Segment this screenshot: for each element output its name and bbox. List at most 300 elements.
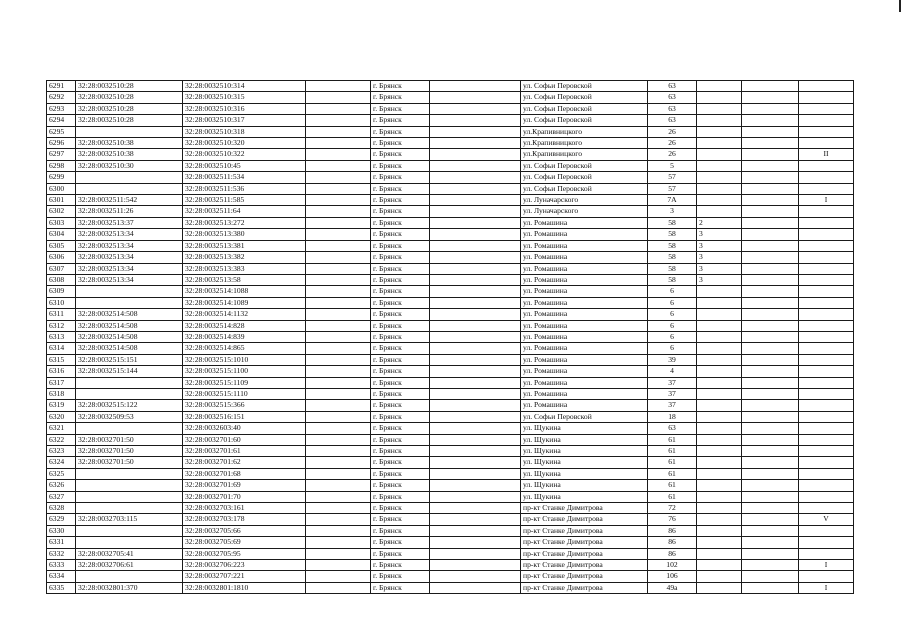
table-row [47, 343, 854, 354]
cell-mark [799, 388, 854, 399]
cell-mark: I [799, 582, 854, 593]
cell-empty [306, 195, 371, 206]
cell-apartment: 3 [697, 240, 742, 251]
cell-empty [306, 297, 371, 308]
table-row [47, 411, 854, 422]
cell-parent-cadastral [76, 286, 183, 297]
cell-house: 61 [648, 480, 697, 491]
cell-house: 58 [648, 274, 697, 285]
cell-street: ул. Щукина [521, 457, 648, 468]
table-row [47, 366, 854, 377]
cell-house: 26 [648, 126, 697, 137]
cell-house: 37 [648, 388, 697, 399]
cell-cadastral-number: 32:28:0032513:383 [183, 263, 306, 274]
cell-row-number: 6318 [47, 388, 76, 399]
cell-empty [430, 263, 521, 274]
cell-cadastral-number: 32:28:0032701:60 [183, 434, 306, 445]
cell-apartment [697, 548, 742, 559]
cell-house: 61 [648, 446, 697, 457]
cell-apartment [697, 320, 742, 331]
cell-city: г. Брянск [371, 183, 430, 194]
cell-mark [799, 274, 854, 285]
cell-cadastral-number: 32:28:0032705:66 [183, 525, 306, 536]
cell-row-number: 6305 [47, 240, 76, 251]
cell-street: пр-кт Станке Димитрова [521, 571, 648, 582]
table-row [47, 126, 854, 137]
cell-empty [742, 400, 799, 411]
table-row [47, 400, 854, 411]
cell-house: 63 [648, 423, 697, 434]
cell-house: 106 [648, 571, 697, 582]
cell-apartment [697, 183, 742, 194]
cell-cadastral-number: 32:28:0032801:1810 [183, 582, 306, 593]
cell-street: ул. Ромашина [521, 377, 648, 388]
cell-street: пр-кт Станке Димитрова [521, 514, 648, 525]
cell-mark [799, 206, 854, 217]
cell-house: 26 [648, 149, 697, 160]
cell-empty [742, 160, 799, 171]
cell-empty [306, 434, 371, 445]
cell-parent-cadastral: 32:28:0032510:28 [76, 115, 183, 126]
cell-row-number: 6298 [47, 160, 76, 171]
cell-empty [430, 92, 521, 103]
cell-city: г. Брянск [371, 217, 430, 228]
cell-empty [306, 446, 371, 457]
cell-cadastral-number: 32:28:0032701:70 [183, 491, 306, 502]
cell-mark [799, 457, 854, 468]
cell-house: 26 [648, 138, 697, 149]
cell-empty [306, 457, 371, 468]
cell-house: 61 [648, 434, 697, 445]
cell-mark [799, 92, 854, 103]
cell-apartment [697, 503, 742, 514]
cell-city: г. Брянск [371, 354, 430, 365]
cell-parent-cadastral [76, 377, 183, 388]
cell-empty [306, 206, 371, 217]
cell-street: ул.Крапивницкого [521, 149, 648, 160]
cell-house: 63 [648, 115, 697, 126]
cell-empty [742, 286, 799, 297]
cell-cadastral-number: 32:28:0032516:151 [183, 411, 306, 422]
cell-house: 5 [648, 160, 697, 171]
cell-empty [306, 92, 371, 103]
cell-empty [742, 309, 799, 320]
cell-street: ул. Ромашина [521, 297, 648, 308]
cell-city: г. Брянск [371, 331, 430, 342]
cell-apartment [697, 582, 742, 593]
cell-mark [799, 366, 854, 377]
cell-apartment [697, 571, 742, 582]
cell-street: ул. Ромашина [521, 331, 648, 342]
cell-row-number: 6324 [47, 457, 76, 468]
cell-empty [430, 514, 521, 525]
cell-empty [306, 468, 371, 479]
cell-city: г. Брянск [371, 446, 430, 457]
cell-mark [799, 217, 854, 228]
cell-street: ул. Софьи Перовской [521, 172, 648, 183]
cell-empty [430, 343, 521, 354]
cell-empty [742, 457, 799, 468]
cell-empty [742, 446, 799, 457]
cell-empty [430, 160, 521, 171]
cell-cadastral-number: 32:28:0032701:62 [183, 457, 306, 468]
cell-empty [742, 115, 799, 126]
cell-house: 6 [648, 286, 697, 297]
cell-parent-cadastral: 32:28:0032510:28 [76, 103, 183, 114]
cell-mark [799, 320, 854, 331]
table-row [47, 388, 854, 399]
cell-house: 6 [648, 309, 697, 320]
cell-parent-cadastral [76, 571, 183, 582]
cell-mark [799, 286, 854, 297]
cell-parent-cadastral [76, 503, 183, 514]
cell-street: ул. Софьи Перовской [521, 160, 648, 171]
cell-empty [742, 537, 799, 548]
table-row [47, 160, 854, 171]
table-row [47, 480, 854, 491]
cell-cadastral-number: 32:28:0032703:161 [183, 503, 306, 514]
cell-mark [799, 354, 854, 365]
cell-row-number: 6312 [47, 320, 76, 331]
cell-apartment [697, 377, 742, 388]
cell-parent-cadastral: 32:28:0032514:508 [76, 309, 183, 320]
cell-row-number: 6328 [47, 503, 76, 514]
cell-mark [799, 297, 854, 308]
cell-apartment [697, 388, 742, 399]
table-row [47, 560, 854, 571]
cell-mark [799, 172, 854, 183]
cell-row-number: 6307 [47, 263, 76, 274]
cell-empty [430, 115, 521, 126]
cell-parent-cadastral: 32:28:0032514:508 [76, 331, 183, 342]
cell-cadastral-number: 32:28:0032701:61 [183, 446, 306, 457]
cell-cadastral-number: 32:28:0032514:1088 [183, 286, 306, 297]
cell-empty [306, 274, 371, 285]
cell-city: г. Брянск [371, 423, 430, 434]
cell-row-number: 6321 [47, 423, 76, 434]
cell-city: г. Брянск [371, 434, 430, 445]
cell-apartment [697, 537, 742, 548]
cell-empty [742, 149, 799, 160]
cell-house: 6 [648, 320, 697, 331]
cell-street: ул. Ромашина [521, 263, 648, 274]
cell-empty [430, 240, 521, 251]
cell-parent-cadastral [76, 423, 183, 434]
cell-house: 4 [648, 366, 697, 377]
cell-cadastral-number: 32:28:0032705:95 [183, 548, 306, 559]
cell-street: пр-кт Станке Димитрова [521, 537, 648, 548]
cell-row-number: 6329 [47, 514, 76, 525]
cell-empty [306, 411, 371, 422]
cell-empty [742, 81, 799, 92]
cell-empty [742, 468, 799, 479]
cell-empty [742, 343, 799, 354]
cell-street: ул. Ромашина [521, 286, 648, 297]
cell-cadastral-number: 32:28:0032510:316 [183, 103, 306, 114]
cell-house: 18 [648, 411, 697, 422]
cell-empty [306, 388, 371, 399]
cell-empty [742, 480, 799, 491]
cell-house: 72 [648, 503, 697, 514]
cell-street: ул. Софьи Перовской [521, 183, 648, 194]
cell-parent-cadastral: 32:28:0032510:28 [76, 92, 183, 103]
table-row [47, 377, 854, 388]
cell-empty [306, 240, 371, 251]
cell-apartment: 3 [697, 229, 742, 240]
cell-house: 39 [648, 354, 697, 365]
table-row [47, 503, 854, 514]
cell-city: г. Брянск [371, 149, 430, 160]
cell-apartment [697, 525, 742, 536]
cell-parent-cadastral: 32:28:0032703:115 [76, 514, 183, 525]
cell-apartment [697, 514, 742, 525]
cell-house: 7А [648, 195, 697, 206]
cell-row-number: 6327 [47, 491, 76, 502]
cell-cadastral-number: 32:28:0032510:318 [183, 126, 306, 137]
cell-house: 63 [648, 103, 697, 114]
cell-mark [799, 400, 854, 411]
cell-row-number: 6300 [47, 183, 76, 194]
cell-parent-cadastral [76, 172, 183, 183]
cell-parent-cadastral [76, 183, 183, 194]
cell-mark [799, 138, 854, 149]
cell-empty [430, 274, 521, 285]
cell-parent-cadastral: 32:28:0032511:542 [76, 195, 183, 206]
cell-empty [430, 206, 521, 217]
cell-empty [306, 560, 371, 571]
cell-empty [742, 206, 799, 217]
cell-street: пр-кт Станке Димитрова [521, 582, 648, 593]
cell-cadastral-number: 32:28:0032511:64 [183, 206, 306, 217]
cell-apartment [697, 149, 742, 160]
table-row [47, 457, 854, 468]
cell-empty [742, 229, 799, 240]
table-row [47, 263, 854, 274]
table-row [47, 217, 854, 228]
cell-apartment [697, 366, 742, 377]
cell-empty [742, 297, 799, 308]
cell-cadastral-number: 32:28:0032513:382 [183, 252, 306, 263]
cell-cadastral-number: 32:28:0032706:223 [183, 560, 306, 571]
cell-row-number: 6315 [47, 354, 76, 365]
cell-house: 86 [648, 525, 697, 536]
cell-mark [799, 525, 854, 536]
cell-empty [306, 229, 371, 240]
cell-city: г. Брянск [371, 537, 430, 548]
cell-street: ул. Луначарского [521, 195, 648, 206]
cell-empty [430, 286, 521, 297]
cell-mark [799, 115, 854, 126]
table-row [47, 92, 854, 103]
cell-parent-cadastral [76, 525, 183, 536]
cell-row-number: 6322 [47, 434, 76, 445]
cell-apartment [697, 560, 742, 571]
cell-apartment [697, 138, 742, 149]
cell-empty [742, 377, 799, 388]
cell-empty [430, 183, 521, 194]
cell-empty [742, 582, 799, 593]
cell-parent-cadastral: 32:28:0032510:30 [76, 160, 183, 171]
cell-row-number: 6314 [47, 343, 76, 354]
cell-mark [799, 537, 854, 548]
cell-house: 6 [648, 331, 697, 342]
cell-apartment [697, 103, 742, 114]
cell-cadastral-number: 32:28:0032514:839 [183, 331, 306, 342]
cell-mark [799, 343, 854, 354]
cell-empty [306, 400, 371, 411]
cell-city: г. Брянск [371, 286, 430, 297]
cell-parent-cadastral: 32:28:0032511:26 [76, 206, 183, 217]
cell-street: пр-кт Станке Димитрова [521, 525, 648, 536]
cell-empty [306, 571, 371, 582]
cell-house: 61 [648, 468, 697, 479]
cell-street: ул. Софьи Перовской [521, 115, 648, 126]
cell-row-number: 6309 [47, 286, 76, 297]
cell-city: г. Брянск [371, 377, 430, 388]
cell-apartment [697, 457, 742, 468]
cell-parent-cadastral: 32:28:0032705:41 [76, 548, 183, 559]
cell-mark [799, 160, 854, 171]
cell-empty [742, 571, 799, 582]
cell-mark [799, 263, 854, 274]
cell-empty [430, 309, 521, 320]
cell-empty [306, 149, 371, 160]
cell-empty [742, 217, 799, 228]
cell-mark [799, 480, 854, 491]
table-row [47, 309, 854, 320]
cell-apartment [697, 491, 742, 502]
cell-city: г. Брянск [371, 480, 430, 491]
cell-parent-cadastral [76, 388, 183, 399]
cell-mark [799, 548, 854, 559]
table-row [47, 229, 854, 240]
cell-row-number: 6331 [47, 537, 76, 548]
cell-empty [306, 252, 371, 263]
cell-street: ул. Щукина [521, 480, 648, 491]
cell-mark [799, 229, 854, 240]
cell-empty [430, 582, 521, 593]
cell-house: 6 [648, 297, 697, 308]
table-row [47, 548, 854, 559]
cell-row-number: 6326 [47, 480, 76, 491]
cell-apartment [697, 331, 742, 342]
cell-apartment [697, 172, 742, 183]
cell-cadastral-number: 32:28:0032515:366 [183, 400, 306, 411]
cell-empty [306, 377, 371, 388]
table-row [47, 252, 854, 263]
cell-apartment [697, 286, 742, 297]
cell-street: пр-кт Станке Димитрова [521, 548, 648, 559]
cell-house: 102 [648, 560, 697, 571]
cell-mark [799, 309, 854, 320]
cell-empty [306, 286, 371, 297]
table-row [47, 491, 854, 502]
cell-street: ул.Крапивницкого [521, 126, 648, 137]
cell-apartment [697, 195, 742, 206]
cell-empty [430, 377, 521, 388]
cell-apartment [697, 92, 742, 103]
cell-house: 58 [648, 217, 697, 228]
cell-row-number: 6292 [47, 92, 76, 103]
cell-empty [742, 366, 799, 377]
cell-empty [742, 240, 799, 251]
table-row [47, 434, 854, 445]
cell-street: ул. Софьи Перовской [521, 92, 648, 103]
cell-empty [306, 366, 371, 377]
cell-street: ул. Ромашина [521, 388, 648, 399]
cell-empty [430, 297, 521, 308]
cell-city: г. Брянск [371, 468, 430, 479]
cell-mark [799, 446, 854, 457]
cell-apartment [697, 343, 742, 354]
cell-mark [799, 252, 854, 263]
cell-cadastral-number: 32:28:0032513:381 [183, 240, 306, 251]
cell-city: г. Брянск [371, 138, 430, 149]
cell-street: пр-кт Станке Димитрова [521, 560, 648, 571]
cell-city: г. Брянск [371, 525, 430, 536]
cell-empty [306, 115, 371, 126]
registry-table [46, 80, 854, 594]
cell-empty [430, 560, 521, 571]
cell-cadastral-number: 32:28:0032701:69 [183, 480, 306, 491]
cell-apartment [697, 480, 742, 491]
cell-row-number: 6334 [47, 571, 76, 582]
cell-street: ул. Софьи Перовской [521, 81, 648, 92]
table-row [47, 138, 854, 149]
cell-row-number: 6313 [47, 331, 76, 342]
cell-parent-cadastral: 32:28:0032509:53 [76, 411, 183, 422]
cell-empty [430, 149, 521, 160]
cell-empty [430, 537, 521, 548]
cell-empty [742, 103, 799, 114]
cell-cadastral-number: 32:28:0032513:272 [183, 217, 306, 228]
table-row [47, 514, 854, 525]
cell-row-number: 6293 [47, 103, 76, 114]
cell-empty [742, 252, 799, 263]
cell-row-number: 6317 [47, 377, 76, 388]
cell-city: г. Брянск [371, 206, 430, 217]
cell-empty [742, 411, 799, 422]
cell-empty [430, 354, 521, 365]
cell-empty [306, 263, 371, 274]
cell-street: ул. Луначарского [521, 206, 648, 217]
cell-street: ул. Ромашина [521, 217, 648, 228]
cell-empty [430, 388, 521, 399]
cell-empty [306, 138, 371, 149]
table-row [47, 571, 854, 582]
cell-empty [430, 366, 521, 377]
cell-empty [306, 309, 371, 320]
cell-house: 58 [648, 229, 697, 240]
cell-mark [799, 411, 854, 422]
cell-mark [799, 423, 854, 434]
cell-street: ул. Щукина [521, 423, 648, 434]
cell-cadastral-number: 32:28:0032511:536 [183, 183, 306, 194]
table-row [47, 297, 854, 308]
cell-empty [430, 491, 521, 502]
cell-city: г. Брянск [371, 252, 430, 263]
cell-empty [430, 434, 521, 445]
cell-mark [799, 126, 854, 137]
table-row [47, 149, 854, 160]
cell-parent-cadastral: 32:28:0032510:38 [76, 149, 183, 160]
cell-empty [742, 274, 799, 285]
cell-apartment [697, 297, 742, 308]
table-row [47, 172, 854, 183]
cell-empty [742, 548, 799, 559]
table-row [47, 206, 854, 217]
cell-empty [306, 480, 371, 491]
